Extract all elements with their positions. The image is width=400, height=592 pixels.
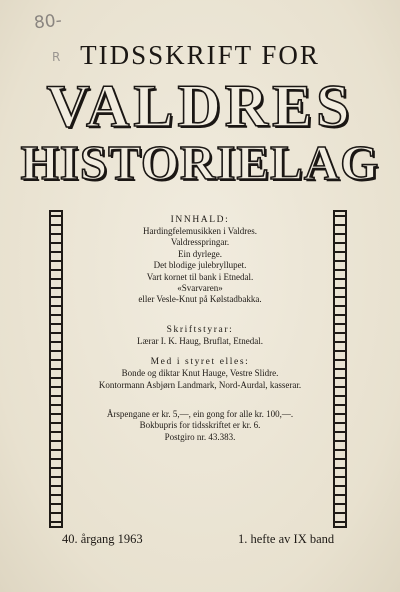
- innhald-item: eller Vesle-Knut på Kølstadbakka.: [138, 294, 262, 305]
- innhald-item: Valdresspringar.: [170, 237, 230, 248]
- price-line: Bokbupris for tidsskriftet er kr. 6.: [139, 420, 261, 431]
- ornamental-border-right: [333, 212, 347, 526]
- contents-panel: [68, 214, 332, 443]
- volume-year: 40. årgang 1963: [62, 532, 143, 546]
- innhald-item: Ein dyrlege.: [178, 248, 222, 259]
- price-line: Årspengane er kr. 5,—, ein gong for alle kr. 100,—.: [106, 409, 294, 420]
- styret-line: Kontormann Asbjørn Landmark, Nord-Aurdal, kasserar.: [98, 379, 302, 390]
- innhald-item: Hardingfelemusikken i Valdres.: [142, 226, 258, 236]
- innhald-item: Vart kornet til bank i Etnedal.: [146, 271, 254, 282]
- innhald-item: Det blodige julebryllupet.: [153, 260, 247, 271]
- price-line: Postgiro nr. 43.383.: [164, 431, 236, 442]
- innhald-item: «Svarvaren»: [177, 283, 223, 294]
- skriftstyrar-line: Lærar I. K. Haug, Bruflat, Etnedal.: [137, 335, 263, 346]
- innhald-label: INNHALD:: [170, 215, 230, 225]
- title-line-2: VALDRES: [46, 73, 354, 139]
- issue-number: 1. hefte av IX band: [238, 532, 335, 546]
- ornamental-border-left: [49, 212, 63, 526]
- styret-line: Bonde og diktar Knut Hauge, Vestre Slidre.: [121, 368, 279, 379]
- title-line-1: TIDSSKRIFT FOR: [80, 40, 320, 70]
- skriftstyrar-label: Skriftstyrar:: [166, 324, 234, 335]
- title-line-3: HISTORIELAG: [20, 135, 380, 190]
- pencil-price-note: 80-: [33, 10, 63, 34]
- styret-label: Med i styret elles:: [150, 357, 250, 368]
- pencil-mark: R: [52, 50, 61, 64]
